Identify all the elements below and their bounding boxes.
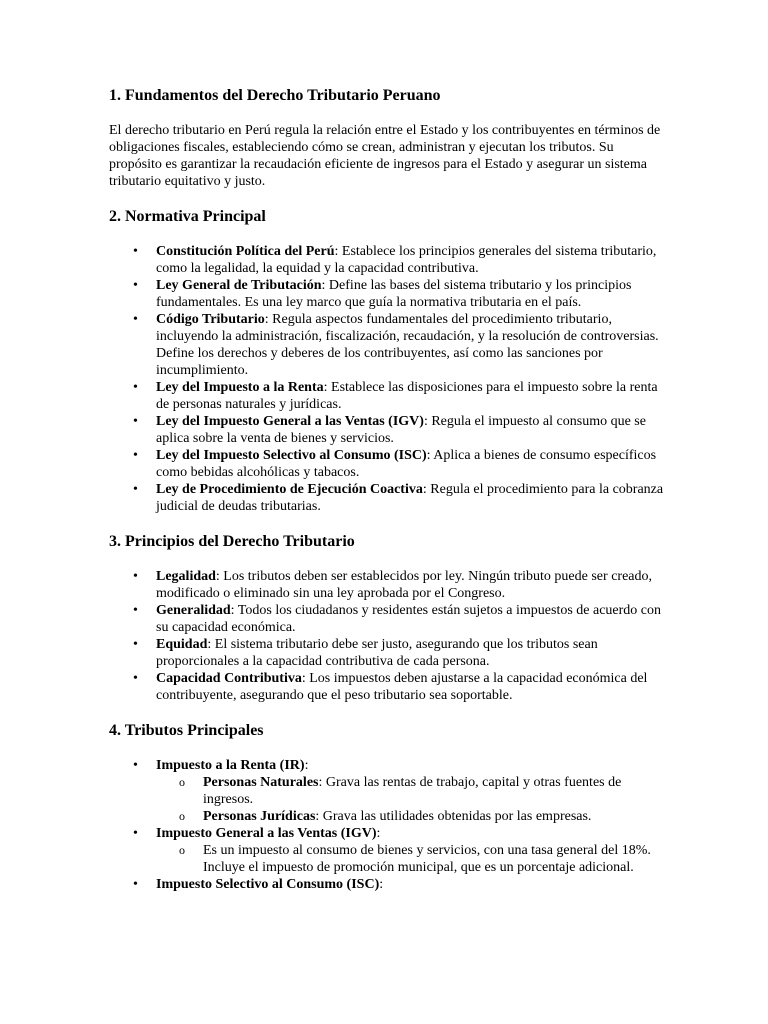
section-1-heading: 1. Fundamentos del Derecho Tributario Peruano xyxy=(109,87,441,104)
sub-list xyxy=(156,842,668,876)
list-item xyxy=(109,636,668,670)
list-item-text: : El sistema tributario debe ser justo, asegurando que los tributos sean proporcionales a la capacidad contributiva de cada persona. xyxy=(156,637,598,669)
list-item xyxy=(109,447,668,481)
list-item-text: : Establece los principios generales del sistema tributario, como la legalidad, la equidad y la capacidad contributiva. xyxy=(156,244,657,276)
section-3-list xyxy=(109,568,668,704)
list-item-term: Código Tributario xyxy=(156,312,265,327)
list-item-term: Ley del Impuesto General a las Ventas (IGV) xyxy=(156,414,424,429)
section-4-list xyxy=(109,757,668,893)
list-item-term: Impuesto General a las Ventas (IGV) xyxy=(156,826,377,841)
bullet-icon: • xyxy=(133,877,138,892)
sub-list xyxy=(156,774,668,825)
bullet-icon: • xyxy=(133,826,138,841)
sub-list-item-text: : Grava las rentas de trabajo, capital y otras fuentes de ingresos. xyxy=(203,775,622,807)
list-item xyxy=(109,757,668,825)
list-item xyxy=(109,277,668,311)
list-item-text: : Regula el procedimiento para la cobranza judicial de deudas tributarias. xyxy=(156,482,664,514)
circle-bullet-icon: o xyxy=(179,809,185,823)
list-item-term: Constitución Política del Perú xyxy=(156,244,335,259)
list-item-term: Ley del Impuesto Selectivo al Consumo (ISC) xyxy=(156,448,427,463)
bullet-icon: • xyxy=(133,312,138,327)
sub-list-item-text: : Grava las utilidades obtenidas por las empresas. xyxy=(315,809,592,824)
section-3-heading: 3. Principios del Derecho Tributario xyxy=(109,533,355,550)
list-item xyxy=(109,481,668,515)
sub-list-item-term: Personas Jurídicas xyxy=(203,809,316,824)
list-item xyxy=(109,413,668,447)
section-2-heading: 2. Normativa Principal xyxy=(109,208,266,225)
list-item xyxy=(109,311,668,379)
list-item-term: Legalidad xyxy=(156,569,216,584)
list-item-term: Ley del Impuesto a la Renta xyxy=(156,380,324,395)
list-item-text: : Establece las disposiciones para el impuesto sobre la renta de personas naturales y jurídicas. xyxy=(156,380,658,412)
circle-bullet-icon: o xyxy=(179,843,185,857)
bullet-icon: • xyxy=(133,244,138,259)
list-item-term: Capacidad Contributiva xyxy=(156,671,302,686)
list-item-text: : Los tributos deben ser establecidos por ley. Ningún tributo puede ser creado, modificado o eliminado sin una ley aprobada por el Congreso. xyxy=(156,569,652,601)
list-item xyxy=(109,602,668,636)
bullet-icon: • xyxy=(133,448,138,463)
bullet-icon: • xyxy=(133,278,138,293)
list-item-text: : Regula el impuesto al consumo que se aplica sobre la venta de bienes y servicios. xyxy=(156,414,646,446)
bullet-icon: • xyxy=(133,482,138,497)
list-item-term: Ley de Procedimiento de Ejecución Coactiva xyxy=(156,482,423,497)
sub-list-item-text: Es un impuesto al consumo de bienes y servicios, con una tasa general del 18%. Incluye el impuesto de promoción municipal, que es un porcentaje adicional. xyxy=(203,843,651,875)
list-item-text: : Define las bases del sistema tributario y los principios fundamentales. Es una ley marco que guía la normativa tributaria en el país. xyxy=(156,278,632,310)
bullet-icon: • xyxy=(133,603,138,618)
sub-list-item xyxy=(156,808,668,825)
list-item-text: : Los impuestos deben ajustarse a la capacidad económica del contribuyente, asegurando que el peso tributario sea soportable. xyxy=(156,671,648,703)
section-2-list xyxy=(109,243,668,515)
list-item xyxy=(109,568,668,602)
bullet-icon: • xyxy=(133,380,138,395)
list-item-text: : Aplica a bienes de consumo específicos como bebidas alcohólicas y tabacos. xyxy=(156,448,657,480)
list-item-term: Equidad xyxy=(156,637,208,652)
list-item-text: : Todos los ciudadanos y residentes están sujetos a impuestos de acuerdo con su capacidad económica. xyxy=(156,603,662,635)
sub-list-item xyxy=(156,842,668,876)
list-item xyxy=(109,243,668,277)
list-item xyxy=(109,876,668,893)
bullet-icon: • xyxy=(133,758,138,773)
sub-list-item xyxy=(156,774,668,808)
circle-bullet-icon: o xyxy=(179,775,185,789)
list-item-term: Impuesto Selectivo al Consumo (ISC) xyxy=(156,877,380,892)
list-item xyxy=(109,670,668,704)
sub-list-item-term: Personas Naturales xyxy=(203,775,319,790)
list-item-text: : xyxy=(304,758,309,773)
list-item xyxy=(109,379,668,413)
section-1-paragraph: El derecho tributario en Perú regula la relación entre el Estado y los contribuyentes en términos de obligaciones fiscales, estableciendo cómo se crean, administran y ejecutan los tributos. Su propósito es garantizar la recaudación eficiente de ingresos para el Estado y asegurar un sistema tributario equitativo y justo. xyxy=(109,123,661,189)
list-item-text: : Regula aspectos fundamentales del procedimiento tributario, incluyendo la administración, fiscalización, recaudación, y la resolución de controversias. Define los derechos y deberes de los contribuyentes, así como las sanciones por incumplimiento. xyxy=(156,312,659,378)
bullet-icon: • xyxy=(133,637,138,652)
bullet-icon: • xyxy=(133,671,138,686)
list-item-term: Ley General de Tributación xyxy=(156,278,322,293)
list-item-text: : xyxy=(379,877,384,892)
section-4-heading: 4. Tributos Principales xyxy=(109,722,264,739)
list-item xyxy=(109,825,668,876)
list-item-term: Generalidad xyxy=(156,603,231,618)
bullet-icon: • xyxy=(133,569,138,584)
list-item-text: : xyxy=(376,826,381,841)
list-item-term: Impuesto a la Renta (IR) xyxy=(156,758,305,773)
bullet-icon: • xyxy=(133,414,138,429)
